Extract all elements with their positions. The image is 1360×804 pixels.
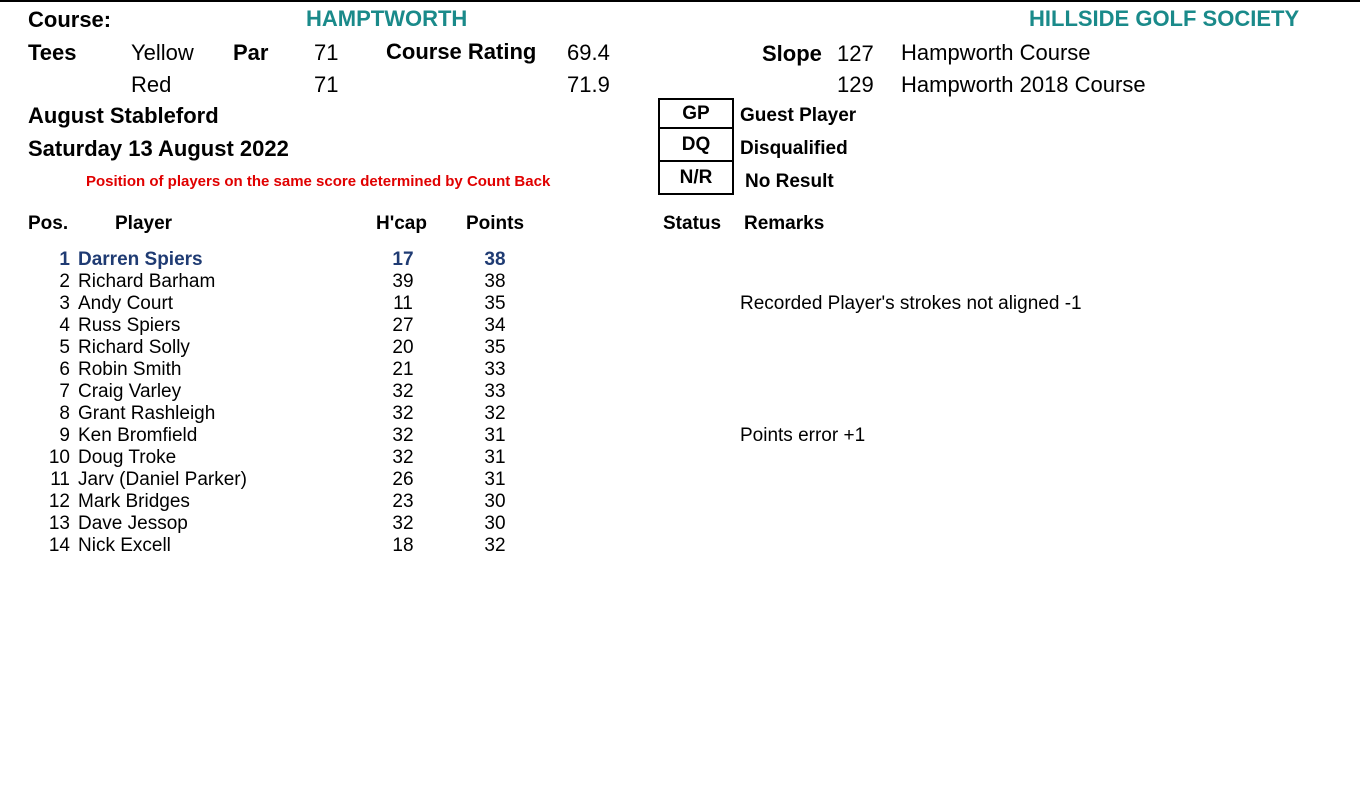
col-header-pos: Pos. <box>28 213 69 234</box>
row-player: Robin Smith <box>78 359 182 380</box>
row-points: 33 <box>484 359 506 380</box>
row-pos: 1 <box>59 249 70 270</box>
row-hcap: 20 <box>392 337 414 358</box>
row-pos: 12 <box>48 491 70 512</box>
countback-note: Position of players on the same score determined by Count Back <box>86 173 551 190</box>
table-row <box>0 381 1360 403</box>
row-player: Richard Barham <box>78 271 216 292</box>
row-points: 33 <box>484 381 506 402</box>
row-pos: 7 <box>59 381 70 402</box>
row-points: 38 <box>484 271 506 292</box>
event-name: August Stableford <box>28 103 219 128</box>
row-hcap: 32 <box>392 447 414 468</box>
row-points: 31 <box>484 425 506 446</box>
legend-label-nr: No Result <box>745 171 834 192</box>
legend-code-dq: DQ <box>658 129 734 162</box>
row-hcap: 26 <box>392 469 414 490</box>
tees-label: Tees <box>28 40 77 65</box>
table-row <box>0 315 1360 337</box>
row-player: Mark Bridges <box>78 491 190 512</box>
col-header-status: Status <box>663 213 722 234</box>
row-hcap: 32 <box>392 403 414 424</box>
row-pos: 10 <box>48 447 70 468</box>
row-pos: 9 <box>59 425 70 446</box>
row-hcap: 11 <box>393 293 413 314</box>
legend-code-gp: GP <box>658 98 734 129</box>
slope-yellow: 127 <box>837 41 874 66</box>
table-row <box>0 535 1360 557</box>
row-pos: 2 <box>59 271 70 292</box>
col-header-points: Points <box>466 213 525 234</box>
row-player: Jarv (Daniel Parker) <box>78 469 247 490</box>
row-player: Nick Excell <box>78 535 171 556</box>
row-points: 35 <box>484 293 506 314</box>
row-hcap: 21 <box>392 359 414 380</box>
course-red: Hampworth 2018 Course <box>901 72 1146 97</box>
row-hcap: 39 <box>392 271 414 292</box>
col-header-remarks: Remarks <box>744 213 825 234</box>
table-row <box>0 425 1360 447</box>
table-row <box>0 271 1360 293</box>
row-pos: 11 <box>50 469 70 490</box>
event-date: Saturday 13 August 2022 <box>28 136 289 161</box>
row-player: Russ Spiers <box>78 315 181 336</box>
top-border <box>0 0 1360 2</box>
row-hcap: 18 <box>392 535 414 556</box>
row-points: 35 <box>484 337 506 358</box>
row-player: Dave Jessop <box>78 513 188 534</box>
row-hcap: 32 <box>392 381 414 402</box>
row-hcap: 27 <box>392 315 414 336</box>
row-player: Doug Troke <box>78 447 177 468</box>
row-pos: 14 <box>48 535 70 556</box>
par-red: 71 <box>314 72 339 97</box>
row-points: 31 <box>484 469 506 490</box>
table-row <box>0 359 1360 381</box>
rating-yellow: 69.4 <box>567 40 610 65</box>
table-row <box>0 491 1360 513</box>
row-player: Grant Rashleigh <box>78 403 216 424</box>
row-player: Andy Court <box>78 293 174 314</box>
table-row <box>0 337 1360 359</box>
row-points: 32 <box>484 403 506 424</box>
row-player: Darren Spiers <box>78 249 203 270</box>
course-rating-label: Course Rating <box>386 39 537 64</box>
row-remarks: Points error +1 <box>740 425 866 446</box>
col-header-hcap: H'cap <box>376 213 427 234</box>
course-name: HAMPTWORTH <box>306 6 468 31</box>
par-label: Par <box>233 40 269 65</box>
row-pos: 5 <box>59 337 70 358</box>
row-points: 32 <box>484 535 506 556</box>
legend-code-nr: N/R <box>658 162 734 195</box>
row-pos: 8 <box>59 403 70 424</box>
row-points: 31 <box>484 447 506 468</box>
row-points: 38 <box>484 249 506 270</box>
course-yellow: Hampworth Course <box>901 40 1091 65</box>
row-hcap: 17 <box>392 249 414 270</box>
table-row <box>0 293 1360 315</box>
par-yellow: 71 <box>314 40 339 65</box>
table-row <box>0 249 1360 271</box>
slope-red: 129 <box>837 72 874 97</box>
row-pos: 4 <box>59 315 70 336</box>
tee-colour-red: Red <box>131 72 172 97</box>
row-pos: 3 <box>59 293 70 314</box>
tee-colour-yellow: Yellow <box>131 40 194 65</box>
row-points: 30 <box>484 491 506 512</box>
legend-label-dq: Disqualified <box>740 138 848 159</box>
row-hcap: 32 <box>392 513 414 534</box>
course-label: Course: <box>28 7 112 32</box>
row-player: Craig Varley <box>78 381 182 402</box>
slope-label: Slope <box>762 41 822 66</box>
table-row <box>0 447 1360 469</box>
col-header-player: Player <box>115 213 173 234</box>
row-player: Ken Bromfield <box>78 425 198 446</box>
row-remarks: Recorded Player's strokes not aligned -1 <box>740 293 1082 314</box>
row-points: 34 <box>484 315 506 336</box>
table-row <box>0 469 1360 491</box>
table-row <box>0 403 1360 425</box>
society-name: HILLSIDE GOLF SOCIETY <box>1029 6 1300 31</box>
row-pos: 6 <box>59 359 70 380</box>
row-player: Richard Solly <box>78 337 190 358</box>
rating-red: 71.9 <box>567 72 610 97</box>
row-hcap: 32 <box>392 425 414 446</box>
legend-label-gp: Guest Player <box>740 105 857 126</box>
table-row <box>0 513 1360 535</box>
row-hcap: 23 <box>392 491 414 512</box>
row-pos: 13 <box>48 513 70 534</box>
row-points: 30 <box>484 513 506 534</box>
